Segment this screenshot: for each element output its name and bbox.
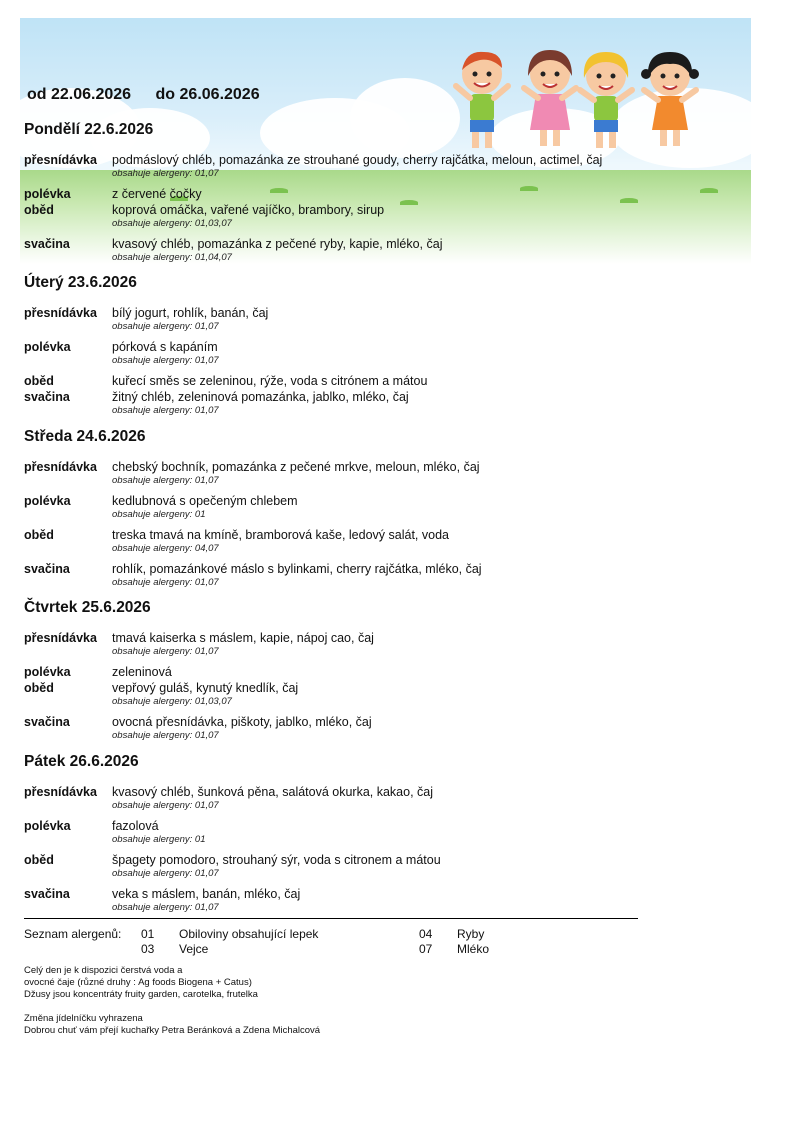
- allergen-code: 03: [141, 942, 155, 956]
- day-title: Pondělí 22.6.2026: [24, 121, 154, 138]
- meal-list: [24, 784, 664, 914]
- meal-text: fazolová: [112, 819, 159, 833]
- allergen-note: obsahuje alergeny: 01,07: [112, 475, 219, 486]
- note-teas: ovocné čaje (různé druhy : Ag foods Biogena + Catus): [24, 977, 252, 988]
- meal-type: přesnídávka: [24, 460, 97, 474]
- note-greeting: Dobrou chuť vám přejí kuchařky Petra Beránková a Zdena Michalcová: [24, 1025, 321, 1036]
- period-to: do 26.06.2026: [155, 86, 260, 103]
- allergen-note: obsahuje alergeny: 04,07: [112, 543, 219, 554]
- day-title: Úterý 23.6.2026: [24, 274, 137, 291]
- allergen-name: Obiloviny obsahující lepek: [179, 927, 319, 941]
- allergen-note: obsahuje alergeny: 01,07: [112, 868, 219, 879]
- allergen-list: [24, 927, 644, 959]
- allergen-name: Vejce: [179, 942, 209, 956]
- meal-row: [24, 818, 664, 834]
- meal-text: ovocná přesnídávka, piškoty, jablko, mléko, čaj: [112, 715, 372, 729]
- meal-text: špagety pomodoro, strouhaný sýr, voda s citronem a mátou: [112, 853, 441, 867]
- meal-row: [24, 373, 664, 389]
- allergen-note: obsahuje alergeny: 01,07: [112, 646, 219, 657]
- day-monday: [24, 121, 664, 264]
- meal-row: [24, 186, 664, 202]
- meal-row: [24, 202, 664, 218]
- meal-row: [24, 527, 664, 543]
- allergen-code: 01: [141, 927, 155, 941]
- allergen-note: obsahuje alergeny: 01,07: [112, 168, 219, 179]
- meal-row: [24, 664, 664, 680]
- allergen-note: obsahuje alergeny: 01: [112, 834, 206, 845]
- allergen-note: obsahuje alergeny: 01,07: [112, 405, 219, 416]
- meal-row: [24, 561, 664, 577]
- allergen-note: obsahuje alergeny: 01,03,07: [112, 218, 232, 229]
- meal-row: [24, 852, 664, 868]
- day-title: Středa 24.6.2026: [24, 428, 146, 445]
- meal-type: polévka: [24, 819, 71, 833]
- meal-type: svačina: [24, 887, 70, 901]
- meal-row: [24, 784, 664, 800]
- meal-list: [24, 305, 664, 417]
- meal-row: [24, 680, 664, 696]
- allergen-note: obsahuje alergeny: 01,07: [112, 800, 219, 811]
- day-tuesday: [24, 274, 664, 417]
- allergen-note: obsahuje alergeny: 01,07: [112, 730, 219, 741]
- meal-list: [24, 459, 664, 589]
- meal-type: polévka: [24, 187, 71, 201]
- allergen-name: Mléko: [457, 942, 490, 956]
- allergen-list-label: Seznam alergenů:: [24, 927, 122, 941]
- meal-text: pórková s kapáním: [112, 340, 218, 354]
- meal-type: polévka: [24, 494, 71, 508]
- meal-text: podmáslový chléb, pomazánka ze strouhané goudy, cherry rajčátka, meloun, actimel, čaj: [112, 153, 603, 167]
- meal-text: kedlubnová s opečeným chlebem: [112, 494, 298, 508]
- meal-type: polévka: [24, 665, 71, 679]
- meal-list: [24, 152, 664, 264]
- meal-text: rohlík, pomazánkové máslo s bylinkami, cherry rajčátka, mléko, čaj: [112, 562, 482, 576]
- meal-text: chebský bochník, pomazánka z pečené mrkve, meloun, mléko, čaj: [112, 460, 480, 474]
- meal-list: [24, 630, 664, 742]
- meal-type: svačina: [24, 715, 70, 729]
- allergen-note: obsahuje alergeny: 01: [112, 509, 206, 520]
- meal-row: [24, 236, 664, 252]
- meal-row: [24, 305, 664, 321]
- meal-row: [24, 714, 664, 730]
- day-title: Čtvrtek 25.6.2026: [24, 599, 151, 616]
- meal-row: [24, 389, 664, 405]
- allergen-code: 07: [419, 942, 433, 956]
- meal-type: oběd: [24, 374, 54, 388]
- meal-type: oběd: [24, 203, 54, 217]
- meal-row: [24, 459, 664, 475]
- day-wednesday: [24, 428, 664, 589]
- meal-type: polévka: [24, 340, 71, 354]
- meal-row: [24, 886, 664, 902]
- allergen-note: obsahuje alergeny: 01,07: [112, 355, 219, 366]
- meal-text: z červené čočky: [112, 187, 202, 201]
- meal-text: kuřecí směs se zeleninou, rýže, voda s citrónem a mátou: [112, 374, 428, 388]
- divider: [24, 918, 638, 919]
- allergen-name: Ryby: [457, 927, 485, 941]
- meal-text: žitný chléb, zeleninová pomazánka, jablko, mléko, čaj: [112, 390, 409, 404]
- allergen-note: obsahuje alergeny: 01,03,07: [112, 696, 232, 707]
- meal-row: [24, 339, 664, 355]
- meal-type: přesnídávka: [24, 785, 97, 799]
- meal-text: tmavá kaiserka s máslem, kapie, nápoj cao, čaj: [112, 631, 374, 645]
- meal-type: přesnídávka: [24, 631, 97, 645]
- meal-row: [24, 493, 664, 509]
- meal-type: svačina: [24, 390, 70, 404]
- meal-row: [24, 152, 664, 168]
- meal-type: oběd: [24, 681, 54, 695]
- meal-type: přesnídávka: [24, 306, 97, 320]
- allergen-note: obsahuje alergeny: 01,07: [112, 577, 219, 588]
- meal-text: vepřový guláš, kynutý knedlík, čaj: [112, 681, 299, 695]
- allergen-code: 04: [419, 927, 433, 941]
- day-thursday: [24, 599, 664, 742]
- period-from: od 22.06.2026: [27, 86, 132, 103]
- day-friday: [24, 753, 664, 914]
- meal-text: bílý jogurt, rohlík, banán, čaj: [112, 306, 269, 320]
- meal-type: svačina: [24, 237, 70, 251]
- allergen-note: obsahuje alergeny: 01,07: [112, 902, 219, 913]
- allergen-note: obsahuje alergeny: 01,04,07: [112, 252, 232, 263]
- meal-text: treska tmavá na kmíně, bramborová kaše, ledový salát, voda: [112, 528, 449, 542]
- menu-period: [27, 86, 260, 104]
- meal-type: oběd: [24, 853, 54, 867]
- meal-text: kvasový chléb, pomazánka z pečené ryby, kapie, mléko, čaj: [112, 237, 443, 251]
- day-title: Pátek 26.6.2026: [24, 753, 139, 770]
- note-changes: Změna jídelníčku vyhrazena: [24, 1013, 143, 1024]
- meal-text: zeleninová: [112, 665, 172, 679]
- note-juices: Džusy jsou koncentráty fruity garden, carotelka, frutelka: [24, 989, 258, 1000]
- meal-type: přesnídávka: [24, 153, 97, 167]
- allergen-note: obsahuje alergeny: 01,07: [112, 321, 219, 332]
- meal-type: svačina: [24, 562, 70, 576]
- meal-text: veka s máslem, banán, mléko, čaj: [112, 887, 301, 901]
- meal-row: [24, 630, 664, 646]
- meal-type: oběd: [24, 528, 54, 542]
- meal-text: kvasový chléb, šunková pěna, salátová okurka, kakao, čaj: [112, 785, 434, 799]
- meal-text: koprová omáčka, vařené vajíčko, brambory, sirup: [112, 203, 385, 217]
- note-water: Celý den je k dispozici čerstvá voda a: [24, 965, 183, 976]
